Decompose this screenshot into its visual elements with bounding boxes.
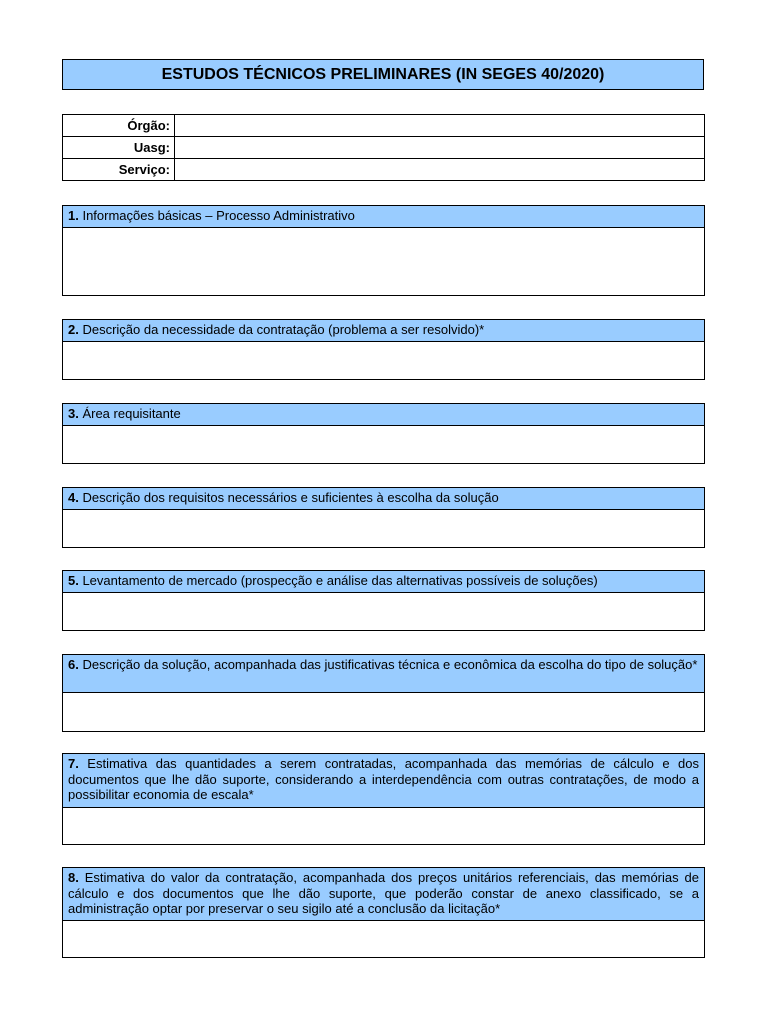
section-2 <box>62 319 705 380</box>
section-6-field[interactable] <box>62 693 705 732</box>
section-8-header <box>62 867 705 921</box>
servico-field[interactable] <box>175 159 705 181</box>
section-2-header <box>62 319 705 342</box>
document-title: ESTUDOS TÉCNICOS PRELIMINARES (IN SEGES 40/2020) <box>62 59 704 90</box>
section-3 <box>62 403 705 464</box>
orgao-row <box>63 115 705 137</box>
section-number: 2. <box>68 322 79 337</box>
section-3-header <box>62 403 705 426</box>
section-3-field[interactable] <box>62 426 705 464</box>
uasg-row <box>63 137 705 159</box>
section-1 <box>62 205 705 296</box>
section-7 <box>62 753 705 845</box>
section-title: Levantamento de mercado (prospecção e análise das alternativas possíveis de soluções) <box>78 573 598 588</box>
section-8-field[interactable] <box>62 921 705 958</box>
section-number: 8. <box>68 870 79 885</box>
section-1-field[interactable] <box>62 228 705 296</box>
section-6-header <box>62 654 705 693</box>
section-4 <box>62 487 705 548</box>
section-number: 3. <box>68 406 79 421</box>
section-5-field[interactable] <box>62 593 705 631</box>
section-2-field[interactable] <box>62 342 705 380</box>
section-title: Descrição dos requisitos necessários e suficientes à escolha da solução <box>78 490 499 505</box>
servico-row <box>63 159 705 181</box>
section-title: Estimativa das quantidades a serem contratadas, acompanhada das memórias de cálculo e dos documentos que lhe dão suporte, considerando a interdependência com outras contratações, de modo a possibilitar economia de escala* <box>68 756 699 802</box>
section-number: 6. <box>68 657 79 672</box>
section-title: Informações básicas – Processo Administrativo <box>78 208 355 223</box>
section-number: 4. <box>68 490 79 505</box>
uasg-field[interactable] <box>175 137 705 159</box>
section-4-field[interactable] <box>62 510 705 548</box>
orgao-label: Órgão: <box>63 115 175 137</box>
section-1-header <box>62 205 705 228</box>
section-title: Área requisitante <box>78 406 181 421</box>
section-4-header <box>62 487 705 510</box>
section-title: Descrição da solução, acompanhada das justificativas técnica e econômica da escolha do tipo de solução* <box>78 657 698 672</box>
section-number: 5. <box>68 573 79 588</box>
section-number: 1. <box>68 208 79 223</box>
uasg-label: Uasg: <box>63 137 175 159</box>
section-number: 7. <box>68 756 79 771</box>
section-7-field[interactable] <box>62 808 705 845</box>
section-5 <box>62 570 705 631</box>
section-5-header <box>62 570 705 593</box>
section-title: Descrição da necessidade da contratação (problema a ser resolvido)* <box>78 322 485 337</box>
orgao-field[interactable] <box>175 115 705 137</box>
section-title: Estimativa do valor da contratação, acompanhada dos preços unitários referenciais, das memórias de cálculo e dos documentos que lhe dão suporte, que poderão constar de anexo classificado, se a administração optar por preservar o seu sigilo até a conclusão da licitação* <box>68 870 699 916</box>
identification-table <box>62 114 705 181</box>
section-8 <box>62 867 705 958</box>
section-7-header <box>62 753 705 808</box>
servico-label: Serviço: <box>63 159 175 181</box>
section-6 <box>62 654 705 732</box>
